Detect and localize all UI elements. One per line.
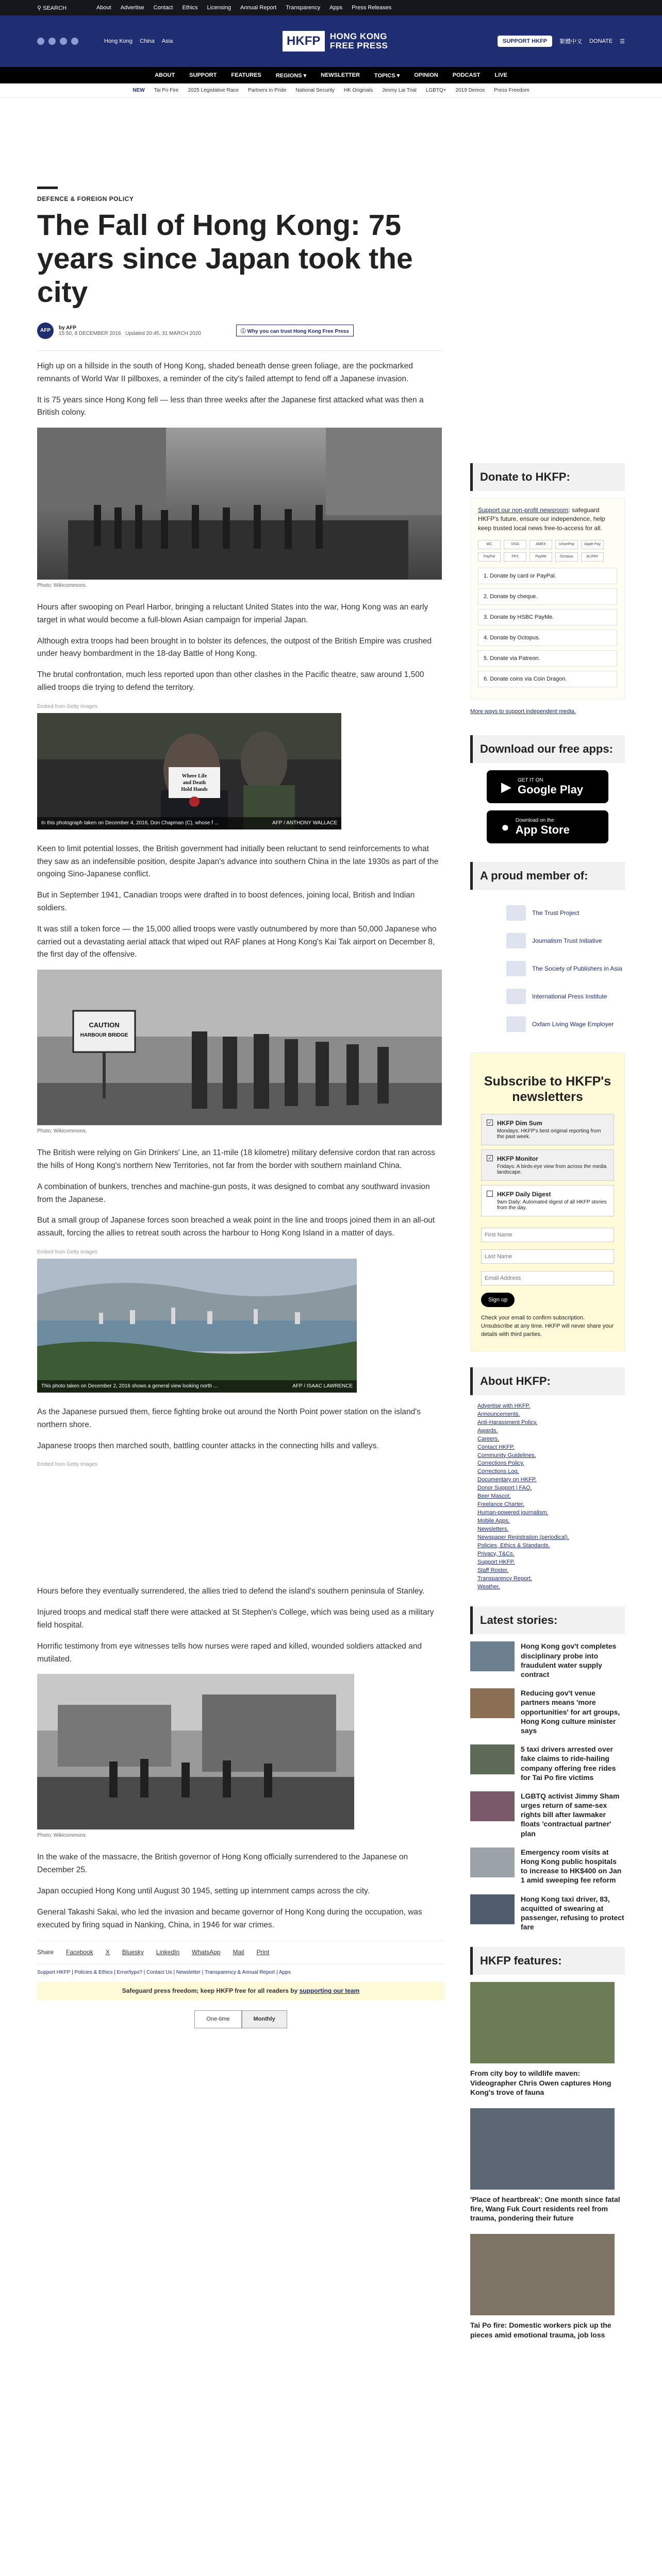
donation-frequency: [37, 2010, 444, 2029]
newsletter-option-daily[interactable]: [481, 1185, 614, 1216]
paragraph: The British were relying on Gin Drinkers' Line, an 11-mile (18 kilometre) military defensive cordon that ran across the hills of Hong Kong's northern New Territories, not far from the border with southern mainland China.: [37, 1148, 435, 1171]
apple-icon: ●: [501, 819, 509, 835]
about-link[interactable]: Weather.: [477, 1583, 500, 1590]
top-link-press[interactable]: Press Releases: [352, 5, 392, 11]
about-link[interactable]: Advertise with HKFP.: [477, 1402, 531, 1409]
top-link-contact[interactable]: Contact: [153, 5, 173, 11]
support-button[interactable]: SUPPORT HKFP: [498, 36, 552, 47]
list-item: [477, 1411, 625, 1419]
feature-thumbnail: [470, 2108, 615, 2190]
logo-text: [330, 32, 388, 50]
list-item: [477, 1575, 625, 1583]
about-link[interactable]: Transparency Report.: [477, 1575, 532, 1582]
harbour-view-photo: [37, 1259, 357, 1393]
list-item: [477, 1583, 625, 1591]
donate-lead: [478, 506, 617, 533]
list-item: [477, 1476, 625, 1484]
paragraph: But in September 1941, Canadian troops were drafted in to boost defences, joining local, British and Indian soldiers.: [37, 891, 415, 913]
checkbox[interactable]: ✓: [487, 1120, 493, 1126]
paragraph: Injured troops and medical staff there were attacked at St Stephen's College, which was being used as a military field hospital.: [37, 1608, 434, 1630]
payment-icon: UnionPay: [555, 540, 578, 549]
region-link-hk[interactable]: Hong Kong: [104, 38, 133, 44]
latest-story[interactable]: [470, 1744, 625, 1782]
about-link[interactable]: Corrections Log.: [477, 1468, 519, 1475]
trust-link-label: Why you can trust Hong Kong Free Press: [247, 329, 349, 335]
member-label: Journalism Trust Initiative: [532, 937, 602, 945]
story-thumbnail: [470, 1894, 515, 1924]
list-item: [477, 1542, 625, 1550]
list-item: [477, 1493, 625, 1501]
payment-methods: [478, 540, 617, 562]
region-link-asia[interactable]: Asia: [161, 38, 173, 44]
logo-mark: HKFP: [283, 31, 325, 52]
option-name: HKFP Dim Sum: [497, 1120, 542, 1127]
about-link[interactable]: Community Guidelines.: [477, 1452, 536, 1459]
logo-line-2: FREE PRESS: [329, 41, 388, 50]
donate-option-patreon[interactable]: 5. Donate via Patreon.: [478, 650, 617, 667]
paragraph: Hours after swooping on Pearl Harbor, bringing a reluctant United States into the war, Hong Kong was an early target in what would become a full-blown Asian campaign for imperial Japan.: [37, 603, 428, 624]
share-whatsapp[interactable]: WhatsApp: [192, 1948, 221, 1956]
member-label: The Trust Project: [532, 909, 580, 917]
paragraph: High up on a hillside in the south of Hong Kong, shaded beneath dense green foliage, are the pockmarked remnants of World War II pillboxes, a reminder of the city's failed attempt to fend off a Japanese invasion.: [37, 361, 413, 383]
nav-support[interactable]: SUPPORT: [189, 72, 217, 78]
list-item: [477, 1460, 625, 1468]
trending-link[interactable]: 2025 Legislative Race: [188, 88, 239, 93]
about-link[interactable]: Donor Support | FAQ.: [477, 1485, 532, 1492]
top-link-advertise[interactable]: Advertise: [120, 5, 144, 11]
share-label: Share: [37, 1948, 54, 1956]
member-sopa[interactable]: [506, 961, 625, 976]
paragraph: Keen to limit potential losses, the British government had initially been reluctant to send reinforcements to what they saw as an indefensible position, despite Japan's advance into southern China in the late 1930s as part of the ongoing Sino-Japanese conflict.: [37, 844, 439, 879]
top-link-about[interactable]: About: [96, 5, 111, 11]
embed-caption-text: In this photograph taken on December 4, 2016, Don Chapman (C), whose f ...: [41, 820, 219, 826]
member-label: International Press Institute: [532, 993, 607, 1001]
about-link[interactable]: Human-powered journalism.: [477, 1510, 549, 1516]
latest-story[interactable]: [470, 1641, 625, 1679]
feature-title: From city boy to wildlife maven: Videographer Chris Owen captures Hong Kong's trove of fauna: [470, 2069, 611, 2096]
story-title: Reducing gov't venue partners means 'more opportunities' for art groups, Hong Kong culture minister says: [521, 1689, 620, 1735]
payment-icon: PayMe: [529, 552, 552, 562]
newsletter-option-dim-sum[interactable]: [481, 1114, 614, 1145]
feature-story[interactable]: [470, 1982, 625, 2097]
list-item: [477, 1444, 625, 1452]
list-item: [477, 1534, 625, 1542]
trending-link[interactable]: Jimmy Lai Trial: [382, 88, 417, 93]
jti-logo: [506, 933, 526, 948]
nav-newsletter[interactable]: NEWSLETTER: [321, 72, 360, 78]
newsletter-note: Check your email to confirm subscription. Unsubscribe at any time. HKFP will never share your details with third parties.: [481, 1315, 614, 1337]
google-play-badge[interactable]: [487, 770, 608, 803]
nav-regions[interactable]: REGIONS ▾: [275, 72, 307, 79]
getty-embed-label: Embed from Getty Images: [37, 1249, 97, 1256]
list-item: [477, 1435, 625, 1444]
feature-story[interactable]: [470, 2108, 625, 2223]
sign-up-button[interactable]: Sign up: [481, 1293, 515, 1307]
trending-link[interactable]: LGBTQ+: [425, 88, 446, 93]
region-link-china[interactable]: China: [140, 38, 155, 44]
story-thumbnail: [470, 1641, 515, 1671]
donate-box: [470, 498, 625, 699]
feature-thumbnail: [470, 1982, 615, 2063]
top-link-transparency[interactable]: Transparency: [286, 5, 321, 11]
header-actions: [498, 36, 625, 47]
payment-icon: Octopus: [555, 552, 578, 562]
trending-link[interactable]: Tai Po Fire: [154, 88, 179, 93]
apps-heading: Download our free apps:: [470, 735, 625, 763]
region-links: [104, 38, 173, 44]
share-facebook[interactable]: Facebook: [66, 1948, 93, 1956]
list-item: [477, 1468, 625, 1476]
google-play-icon: ▶: [501, 778, 511, 794]
share-mail[interactable]: Mail: [233, 1948, 244, 1956]
embed-caption-text: This photo taken on December 2, 2016 shows a general view looking north ...: [41, 1383, 218, 1389]
publish-date: [59, 331, 201, 336]
donate-option-payme[interactable]: 3. Donate by HSBC PayMe.: [478, 609, 617, 625]
payment-icon: AMEX: [529, 540, 552, 549]
freq-monthly[interactable]: Monthly: [242, 2010, 287, 2029]
last-name-field[interactable]: [481, 1249, 614, 1264]
payment-icon: ALIPAY: [581, 552, 604, 562]
getty-embed-label: Embed from Getty Images: [37, 703, 97, 709]
article-body: [37, 360, 444, 2351]
ad-space: [37, 98, 625, 187]
checkbox[interactable]: [487, 1191, 493, 1197]
paragraph: It was still a token force — the 15,000 allied troops were vastly outnumbered by more than 50,000 Japanese who carried out a devastating aerial attack that wiped out RAF planes at Hong Kong's Kai Tak airport on December 8, the first day of the offensive.: [37, 924, 437, 959]
feature-title: 'Place of heartbreak': One month since fatal fire, Wang Fuk Court residents reel from trauma, pondering their future: [470, 2195, 620, 2223]
list-item: [477, 1558, 625, 1567]
about-link[interactable]: Freelance Charter.: [477, 1501, 525, 1508]
list-item: [477, 1427, 625, 1435]
paragraph: As the Japanese pursued them, fierce fighting broke out around the North Point power station on the island's northern shore.: [37, 1408, 421, 1429]
paragraph: It is 75 years since Hong Kong fell — less than three weeks after the Japanese first attacked what was then a British colony.: [37, 395, 424, 417]
menu-icon[interactable]: ☰: [620, 38, 625, 45]
trending-new-label: NEW: [133, 88, 145, 93]
trending-link[interactable]: Partners in Pride: [247, 88, 287, 93]
paragraph: Hours before they eventually surrendered, the allies tried to defend the island's southern peninsula of Stanley.: [37, 1587, 425, 1596]
story-thumbnail: [470, 1744, 515, 1774]
site-header: [0, 15, 662, 67]
donate-option-coins[interactable]: 6. Donate coins via Coin Dragon.: [478, 671, 617, 687]
member-label: The Society of Publishers in Asia: [532, 965, 622, 973]
story-title: Hong Kong taxi driver, 83, acquitted of swearing at passenger, refusing to protect fare: [521, 1894, 624, 1931]
sopa-logo: [506, 961, 526, 976]
about-link[interactable]: Careers.: [477, 1435, 500, 1442]
article-category[interactable]: DEFENCE & FOREIGN POLICY: [37, 195, 134, 202]
photo-credit: Photo: Wikicommons.: [37, 583, 87, 589]
trending-link[interactable]: 2019 Demos: [455, 88, 485, 93]
about-link[interactable]: Support HKFP.: [477, 1558, 515, 1565]
trending-link[interactable]: National Security: [295, 88, 335, 93]
donate-option-cheque[interactable]: 2. Donate by cheque.: [478, 588, 617, 605]
x-icon[interactable]: [48, 38, 56, 45]
latest-heading: Latest stories:: [470, 1606, 625, 1634]
first-name-field[interactable]: [481, 1228, 614, 1242]
spacer: [481, 1221, 614, 1228]
top-link-ethics[interactable]: Ethics: [182, 5, 198, 11]
main-nav: [0, 67, 662, 83]
byline-text: [59, 325, 201, 336]
feature-thumbnail: [470, 2234, 615, 2315]
about-list: [470, 1402, 625, 1591]
paragraph: The brutal confrontation, much less reported upon than other clashes in the Pacific theatre, saw around 1,500 allied troops die trying to defend the territory.: [37, 670, 424, 692]
trending-bar: [0, 83, 662, 98]
nav-podcast[interactable]: PODCAST: [452, 72, 481, 78]
top-link-annual-report[interactable]: Annual Report: [240, 5, 277, 11]
embed-caption: [37, 817, 341, 829]
about-link[interactable]: Anti-Harassment Policy.: [477, 1419, 538, 1426]
top-link-licensing[interactable]: Licensing: [207, 5, 231, 11]
banner-link[interactable]: supporting our team: [299, 1987, 360, 1994]
member-heading: A proud member of:: [470, 862, 625, 890]
option-desc: 9am Daily: Automated digest of all HKFP stories from the day.: [497, 1199, 607, 1211]
getty-embed-veteran[interactable]: [37, 713, 341, 829]
sidebar: [470, 360, 625, 2351]
paragraph: Horrific testimony from eye witnesses tells how nurses were raped and killed, wounded soldiers attacked and mutilated.: [37, 1641, 422, 1664]
latest-story[interactable]: [470, 1688, 625, 1735]
top-bar: [0, 0, 662, 15]
list-item: [477, 1526, 625, 1534]
getty-embed-label: Embed from Getty Images: [37, 1462, 97, 1468]
trending-link[interactable]: HK Originals: [343, 88, 373, 93]
latest-story[interactable]: [470, 1791, 625, 1838]
article-footer-links[interactable]: Support HKFP | Policies & Ethics | Error/typo? | Contact Us | Newsletter | Transparency & Annual Report | Apps: [37, 1969, 291, 1975]
youtube-icon[interactable]: [71, 38, 78, 45]
nav-features[interactable]: FEATURES: [231, 72, 261, 78]
language-link[interactable]: 繁體中文: [559, 39, 583, 45]
facebook-icon[interactable]: [37, 38, 44, 45]
top-links: [96, 5, 391, 11]
app-store-large: App Store: [515, 823, 570, 836]
list-item: [477, 1567, 625, 1575]
getty-embed-harbour[interactable]: [37, 1259, 357, 1393]
latest-story[interactable]: [470, 1894, 625, 1932]
story-title: 5 taxi drivers arrested over fake claims to ride-hailing company offering free rides for Tai Po fire victims: [521, 1745, 616, 1782]
field-hospital-photo: [37, 1674, 354, 1829]
content-columns: [37, 360, 625, 2351]
svg-text:and Death: and Death: [183, 779, 206, 786]
svg-text:Where Life: Where Life: [181, 773, 207, 779]
member-ipi[interactable]: [506, 989, 625, 1004]
about-link[interactable]: Policies, Ethics & Standards.: [477, 1542, 550, 1549]
payment-icon: VISA: [504, 540, 526, 549]
app-store-small: Download on the: [515, 817, 554, 823]
app-store-badge[interactable]: [487, 810, 608, 843]
nav-opinion[interactable]: OPINION: [414, 72, 438, 78]
donate-option-octopus[interactable]: 4. Donate by Octopus.: [478, 630, 617, 646]
story-thumbnail: [470, 1848, 515, 1877]
list-item: [477, 1419, 625, 1427]
nav-topics[interactable]: TOPICS ▾: [374, 72, 400, 79]
list-item: [477, 1550, 625, 1558]
date-text: 15:50, 8 DECEMBER 2016: [59, 330, 121, 336]
newsletter-box: [470, 1053, 625, 1352]
donate-option-card[interactable]: 1. Donate by card or PayPal.: [478, 568, 617, 584]
instagram-icon[interactable]: [60, 38, 67, 45]
ww2-parade-photo: [37, 428, 442, 580]
newsletter-option-monitor[interactable]: [481, 1149, 614, 1181]
byline: [37, 323, 442, 351]
option-name: HKFP Monitor: [497, 1155, 538, 1163]
newsletter-title: Subscribe to HKFP's newsletters: [484, 1074, 611, 1105]
embed-source: AFP / ISAAC LAWRENCE: [292, 1383, 353, 1389]
features-heading: HKFP features:: [470, 1947, 625, 1975]
share-bar: [37, 1941, 444, 1964]
feature-story[interactable]: [470, 2234, 625, 2339]
about-link[interactable]: Awards.: [477, 1427, 498, 1434]
nav-about[interactable]: ABOUT: [155, 72, 175, 78]
about-link[interactable]: Privacy, T&Cs.: [477, 1550, 515, 1557]
share-linkedin[interactable]: LinkedIn: [156, 1948, 180, 1956]
story-title: LGBTQ activist Jimmy Sham urges return of same-sex rights bill after lawmaker floats 'contractual partner' plan: [521, 1791, 620, 1838]
trust-link[interactable]: ⓘ Why you can trust Hong Kong Free Press: [236, 325, 354, 336]
photo-credit: Photo: Wikicommons.: [37, 1833, 87, 1839]
about-heading: About HKFP:: [470, 1367, 625, 1395]
paragraph: In the wake of the massacre, the British governor of Hong Kong officially surrendered to the Japanese on December 25.: [37, 1853, 408, 1875]
author-name[interactable]: by AFP: [59, 325, 77, 331]
updated-text: Updated 20:45, 31 MARCH 2020: [125, 330, 201, 336]
donate-lead-link[interactable]: Support our non-profit newsroom: [478, 506, 569, 514]
list-item: [477, 1402, 625, 1411]
page-wrap: [37, 98, 625, 2351]
member-label: Oxfam Living Wage Employer: [532, 1021, 614, 1028]
embed-caption: [37, 1380, 357, 1393]
paragraph: Japanese troops then marched south, battling counter attacks in the connecting hills and valleys.: [37, 1441, 379, 1450]
payment-icon: MC: [478, 540, 501, 549]
latest-story[interactable]: [470, 1848, 625, 1885]
paragraph: A combination of bunkers, trenches and machine-gun posts, it was designed to combat any southward invasion from the Japanese.: [37, 1182, 430, 1204]
embed-source: AFP / ANTHONY WALLACE: [272, 820, 337, 826]
veteran-photo: [37, 713, 341, 829]
google-play-large: Google Play: [518, 783, 584, 796]
option-desc: Fridays: A birds-eye view from across the media landscape.: [497, 1164, 607, 1176]
sidebar-ad-space: [470, 360, 625, 463]
payment-icon: PayPal: [478, 552, 501, 562]
story-title: Hong Kong gov't completes disciplinary probe into fraudulent water supply contract: [521, 1642, 617, 1679]
category-divider: [37, 187, 58, 189]
paragraph: Although extra troops had been brought in to bolster its defences, the outpost of the British Empire was crushed under heavy bombardment in the 18-day Battle of Hong Kong.: [37, 636, 432, 658]
list-item: [477, 1509, 625, 1517]
list-item: [477, 1452, 625, 1460]
about-link[interactable]: Corrections Policy.: [477, 1460, 524, 1467]
donate-heading: Donate to HKFP:: [470, 463, 625, 491]
more-ways-link[interactable]: More ways to support independent media.: [470, 708, 576, 715]
freq-one-time[interactable]: One-time: [194, 2010, 241, 2029]
story-thumbnail: [470, 1791, 515, 1821]
svg-text:HARBOUR BRIDGE: HARBOUR BRIDGE: [80, 1032, 128, 1039]
checkbox[interactable]: ✓: [487, 1155, 493, 1161]
support-banner: [37, 1982, 444, 2000]
paragraph: But a small group of Japanese forces soon breached a weak point in the line and troops joined them in an all-out assault, forcing the allies to retreat south across the harbour to Hong Kong Island in a matter of days.: [37, 1216, 435, 1238]
share-print[interactable]: Print: [256, 1948, 270, 1956]
svg-text:CAUTION: CAUTION: [89, 1021, 120, 1029]
article-title: The Fall of Hong Kong: 75 years since Japan took the city: [37, 209, 413, 309]
google-play-small: GET IT ON: [518, 777, 543, 783]
story-thumbnail: [470, 1688, 515, 1718]
about-link[interactable]: Beer Mascot.: [477, 1493, 511, 1500]
trust-project-logo: [506, 905, 526, 921]
about-link[interactable]: Newspaper Registration (periodical).: [477, 1534, 569, 1540]
payment-icon: Apple Pay: [581, 540, 604, 549]
member-oxfam[interactable]: [506, 1016, 625, 1032]
about-link[interactable]: Contact HKFP.: [477, 1444, 515, 1450]
list-item: [477, 1501, 625, 1509]
japanese-troops-photo: [37, 970, 442, 1125]
option-name: HKFP Daily Digest: [497, 1191, 551, 1198]
top-link-apps[interactable]: Apps: [329, 5, 343, 11]
about-link[interactable]: Announcements.: [477, 1411, 520, 1417]
donate-link[interactable]: DONATE: [589, 38, 613, 44]
member-jti[interactable]: [506, 933, 625, 948]
list-item: [477, 1484, 625, 1493]
site-logo[interactable]: [283, 31, 388, 52]
member-trust-project[interactable]: [506, 905, 625, 921]
about-link[interactable]: Staff Roster.: [477, 1567, 509, 1573]
banner-text: Safeguard press freedom; keep HKFP free for all readers by: [122, 1987, 300, 1994]
about-link[interactable]: Newsletters.: [477, 1526, 509, 1532]
oxfam-logo: [506, 1016, 526, 1032]
email-field[interactable]: [481, 1271, 614, 1285]
svg-text:Hold Hands: Hold Hands: [181, 786, 208, 792]
ipi-logo: [506, 989, 526, 1004]
list-item: [477, 1517, 625, 1526]
social-icons: [37, 38, 78, 45]
logo-line-1: HONG KONG: [329, 31, 387, 42]
trending-link[interactable]: Press Freedom: [494, 88, 529, 93]
nav-live[interactable]: LIVE: [494, 72, 507, 78]
search-link[interactable]: ⚲ SEARCH: [37, 5, 67, 11]
about-link[interactable]: Documentary on HKFP.: [477, 1477, 537, 1483]
getty-embed-placeholder[interactable]: [37, 1471, 357, 1574]
about-link[interactable]: Mobile Apps.: [477, 1518, 510, 1524]
share-bluesky[interactable]: Bluesky: [122, 1948, 144, 1956]
paragraph: Japan occupied Hong Kong until August 30 1945, setting up internment camps across the city.: [37, 1887, 370, 1895]
author-avatar[interactable]: AFP: [37, 323, 54, 339]
option-desc: Mondays: HKFP's best original reporting from the past week.: [497, 1128, 601, 1140]
photo-credit: Photo: Wikicommons.: [37, 1128, 87, 1134]
donate-lead-text: : safeguard HKFP's future, ensure our independence, help keep trusted local news free-to-access for all.: [478, 506, 605, 532]
feature-title: Tai Po fire: Domestic workers pick up the pieces amid emotional trauma, job loss: [470, 2321, 611, 2339]
paragraph: General Takashi Sakai, who led the invasion and became governor of Hong Kong during the occupation, was executed by firing squad in Nanking, China, in 1946 for war crimes.: [37, 1907, 422, 1929]
story-title: Emergency room visits at Hong Kong public hospitals to increase to HK$400 on Jan 1 amid sweeping fee reform: [521, 1848, 622, 1885]
share-x[interactable]: X: [105, 1948, 110, 1956]
payment-icon: FPS: [504, 552, 526, 562]
